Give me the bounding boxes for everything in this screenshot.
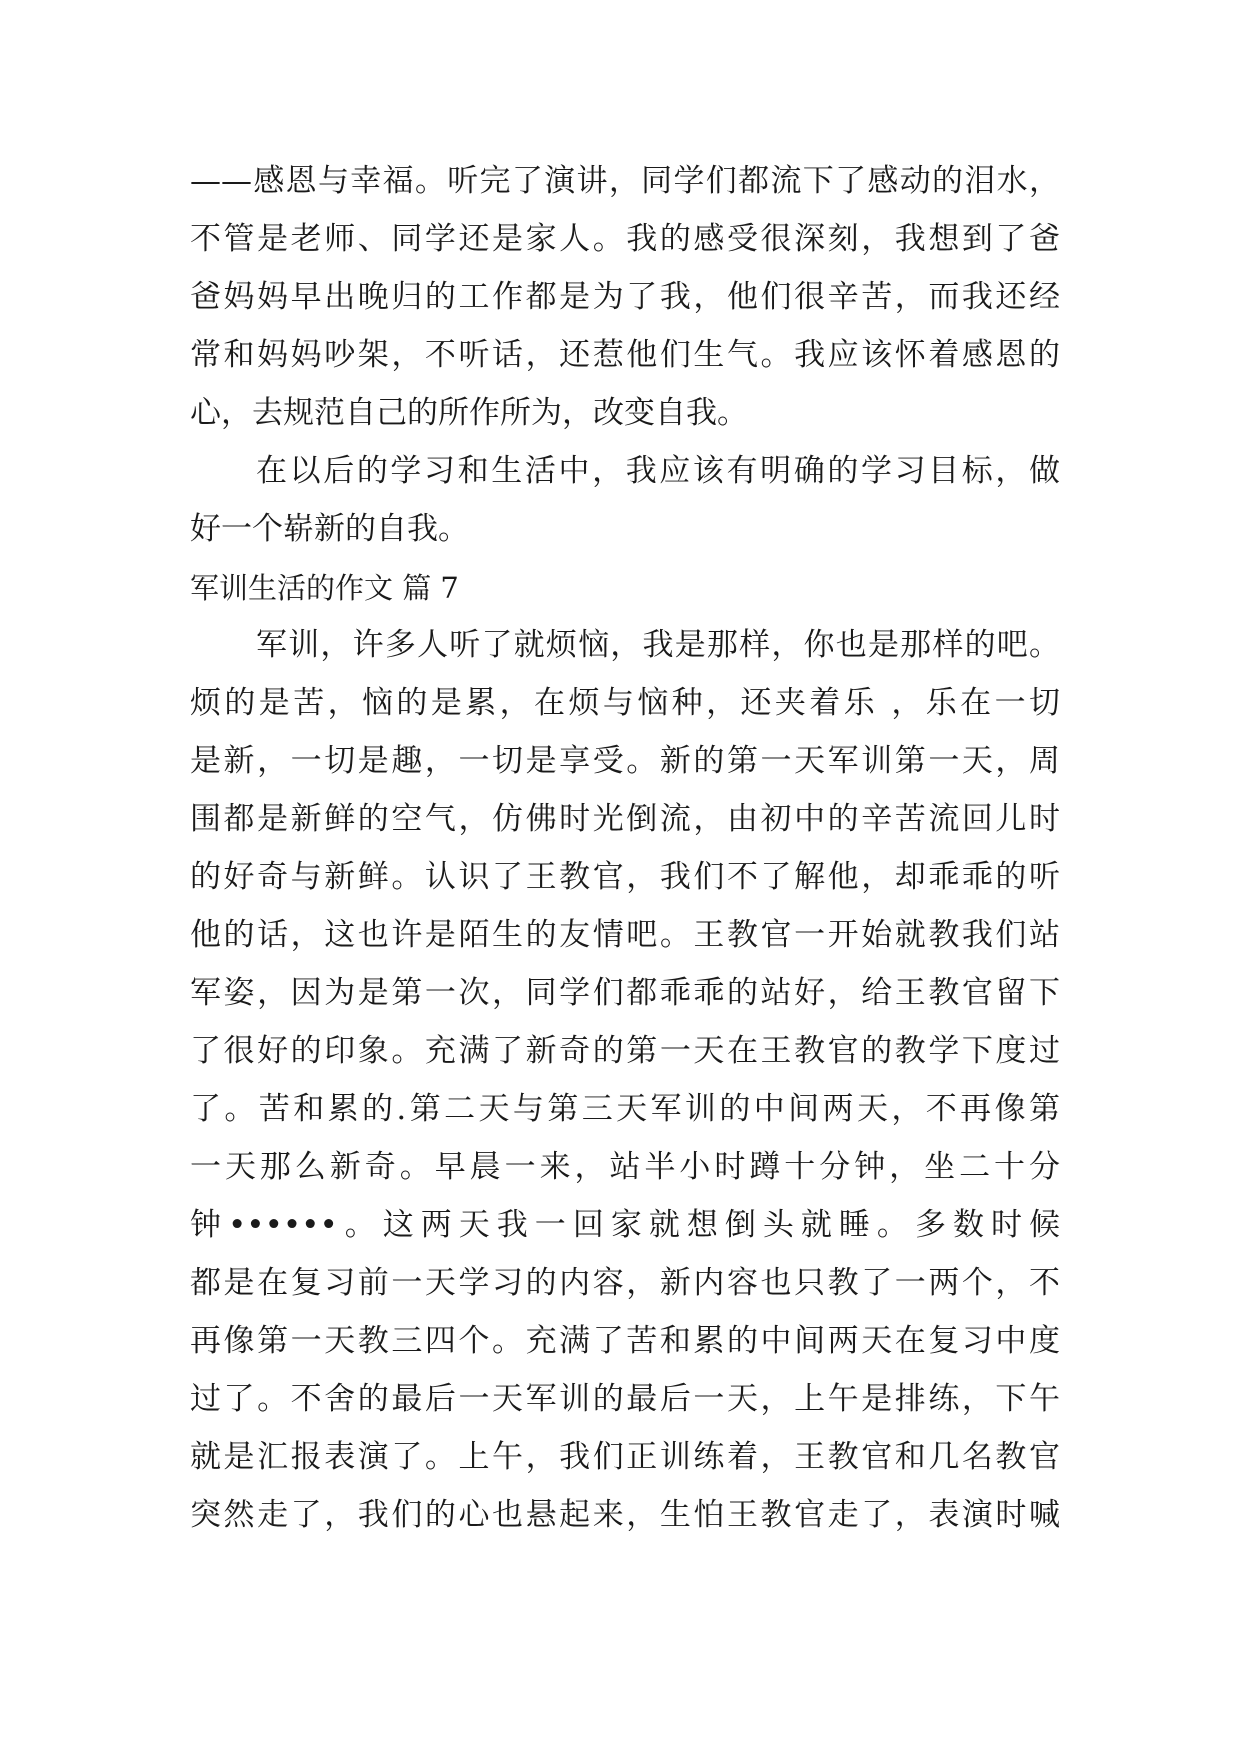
paragraph-1-line-2: 不管是老师、同学还是家人。我的感受很深刻，我想到了爸 <box>190 221 1060 257</box>
paragraph-3-line-12: 都是在复习前一天学习的内容，新内容也只教了一两个，不 <box>190 1265 1060 1301</box>
paragraph-2-line-1: 在以后的学习和生活中，我应该有明确的学习目标，做 <box>256 453 1060 489</box>
paragraph-3-line-4: 围都是新鲜的空气，仿佛时光倒流，由初中的辛苦流回儿时 <box>190 801 1060 837</box>
paragraph-3-line-2: 烦的是苦，恼的是累，在烦与恼种，还夹着乐 ，乐在一切 <box>190 685 1060 721</box>
paragraph-1-line-1: ——感恩与幸福。听完了演讲，同学们都流下了感动的泪水， <box>190 163 1060 199</box>
paragraph-3-line-6: 他的话，这也许是陌生的友情吧。王教官一开始就教我们站 <box>190 917 1060 953</box>
paragraph-3-line-15: 就是汇报表演了。上午，我们正训练着，王教官和几名教官 <box>190 1439 1060 1475</box>
paragraph-3-line-13: 再像第一天教三四个。充满了苦和累的中间两天在复习中度 <box>190 1323 1060 1359</box>
paragraph-3-line-3: 是新，一切是趣，一切是享受。新的第一天军训第一天，周 <box>190 743 1060 779</box>
paragraph-3-line-11: 钟••••••。这两天我一回家就想倒头就睡。多数时候 <box>190 1207 1060 1243</box>
paragraph-1-line-4: 常和妈妈吵架，不听话，还惹他们生气。我应该怀着感恩的 <box>190 337 1060 373</box>
paragraph-3-line-7: 军姿，因为是第一次，同学们都乖乖的站好，给王教官留下 <box>190 975 1060 1011</box>
paragraph-3-line-9: 了。苦和累的.第二天与第三天军训的中间两天，不再像第 <box>190 1091 1060 1127</box>
paragraph-3-line-16: 突然走了，我们的心也悬起来，生怕王教官走了，表演时喊 <box>190 1497 1060 1533</box>
paragraph-1-line-5: 心，去规范自己的所作所为，改变自我。 <box>190 395 748 431</box>
paragraph-1-line-3: 爸妈妈早出晚归的工作都是为了我，他们很辛苦，而我还经 <box>190 279 1060 315</box>
paragraph-3-line-10: 一天那么新奇。早晨一来，站半小时蹲十分钟，坐二十分 <box>190 1149 1060 1185</box>
paragraph-3-line-5: 的好奇与新鲜。认识了王教官，我们不了解他，却乖乖的听 <box>190 859 1060 895</box>
paragraph-2-line-2: 好一个崭新的自我。 <box>190 511 469 547</box>
paragraph-3-line-14: 过了。不舍的最后一天军训的最后一天，上午是排练，下午 <box>190 1381 1060 1417</box>
paragraph-3-line-1: 军训，许多人听了就烦恼，我是那样，你也是那样的吧。 <box>256 627 1060 663</box>
paragraph-3-line-8: 了很好的印象。充满了新奇的第一天在王教官的教学下度过 <box>190 1033 1060 1069</box>
section-heading: 军训生活的作文 篇 7 <box>190 571 459 605</box>
